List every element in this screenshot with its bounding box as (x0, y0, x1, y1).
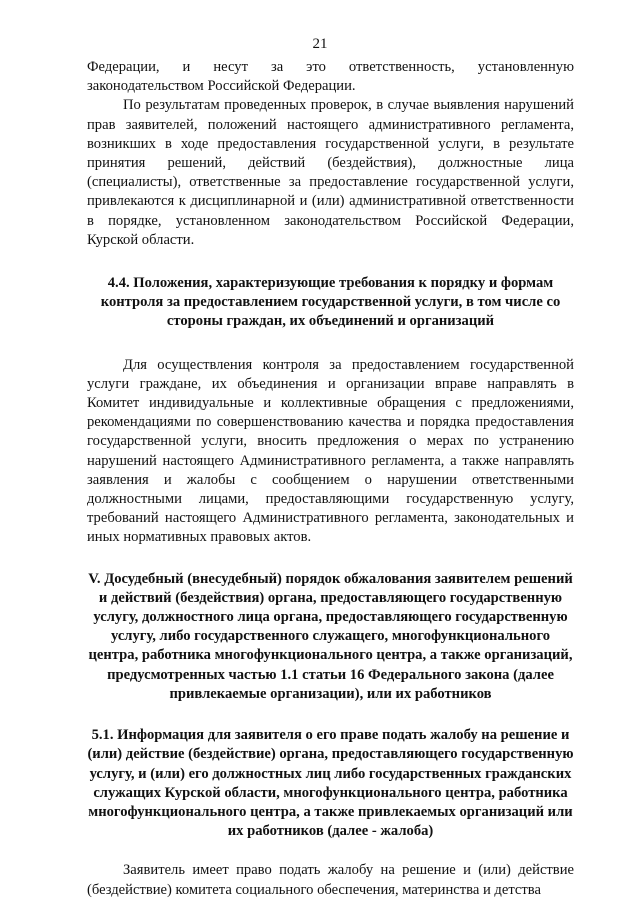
document-body (87, 58, 574, 900)
section-4-4-heading: 4.4. Положения, характеризующие требования к порядку и формам контроля за предоставлением государственной услуги, в том числе со стороны граждан, их объединений и организаций (100, 275, 561, 330)
section-5-1-text: Заявитель имеет право подать жалобу на решение и (или) действие (бездействие) комитета социального обеспечения, материнства и детства (87, 862, 574, 898)
page-number: 21 (312, 36, 328, 52)
paragraph-continuation: Федерации, и несут за это ответственность, установленную законодательством Российской Федерации. (87, 59, 574, 95)
section-5-heading: V. Досудебный (внесудебный) порядок обжалования заявителем решений и действий (бездействия) органа, предоставляющего государственную услугу, должностного лица органа, предоставляющего государственную услугу, либо государственного служащего, многофункционального центра, работника многофункционального центра, а также организаций, предусмотренных частью 1.1 статьи 16 Федерального закона (далее привлекаемые организации), или их работников (88, 570, 573, 702)
paragraph-inspections: По результатам проведенных проверок, в случае выявления нарушений прав заявителей, положений настоящего административного регламента, возникших в ходе предоставления государственной услуги, в результате принятия решений, действий (бездействия), должностные лица (специалисты), ответственные за предоставление государственной услуги, привлекаются к дисциплинарной и (или) административной ответственности в порядке, установленном законодательством Российской Федерации, Курской области. (87, 97, 574, 248)
section-5-1-heading: 5.1. Информация для заявителя о его праве подать жалобу на решение и (или) действие (бездействие) органа, предоставляющего государственную услугу, и (или) его должностных лиц либо государственных гражданских служащих Курской области, многофункционального центра, работника многофункционального центра, а также привлекаемых организаций или их работников (далее - жалоба) (87, 727, 574, 840)
section-4-4-text: Для осуществления контроля за предоставлением государственной услуги граждане, их объединения и организации вправе направлять в Комитет индивидуальные и коллективные обращения с предложениями, рекомендациями по совершенствованию качества и порядка предоставления государственной услуги, вносить предложения о мерах по устранению нарушений настоящего Административного регламента, а также направлять заявления и жалобы с сообщением о нарушении ответственными должностными лицами, предоставляющими государственную услугу, требований настоящего Административного регламента, законодательных и иных нормативных правовых актов. (87, 356, 574, 546)
